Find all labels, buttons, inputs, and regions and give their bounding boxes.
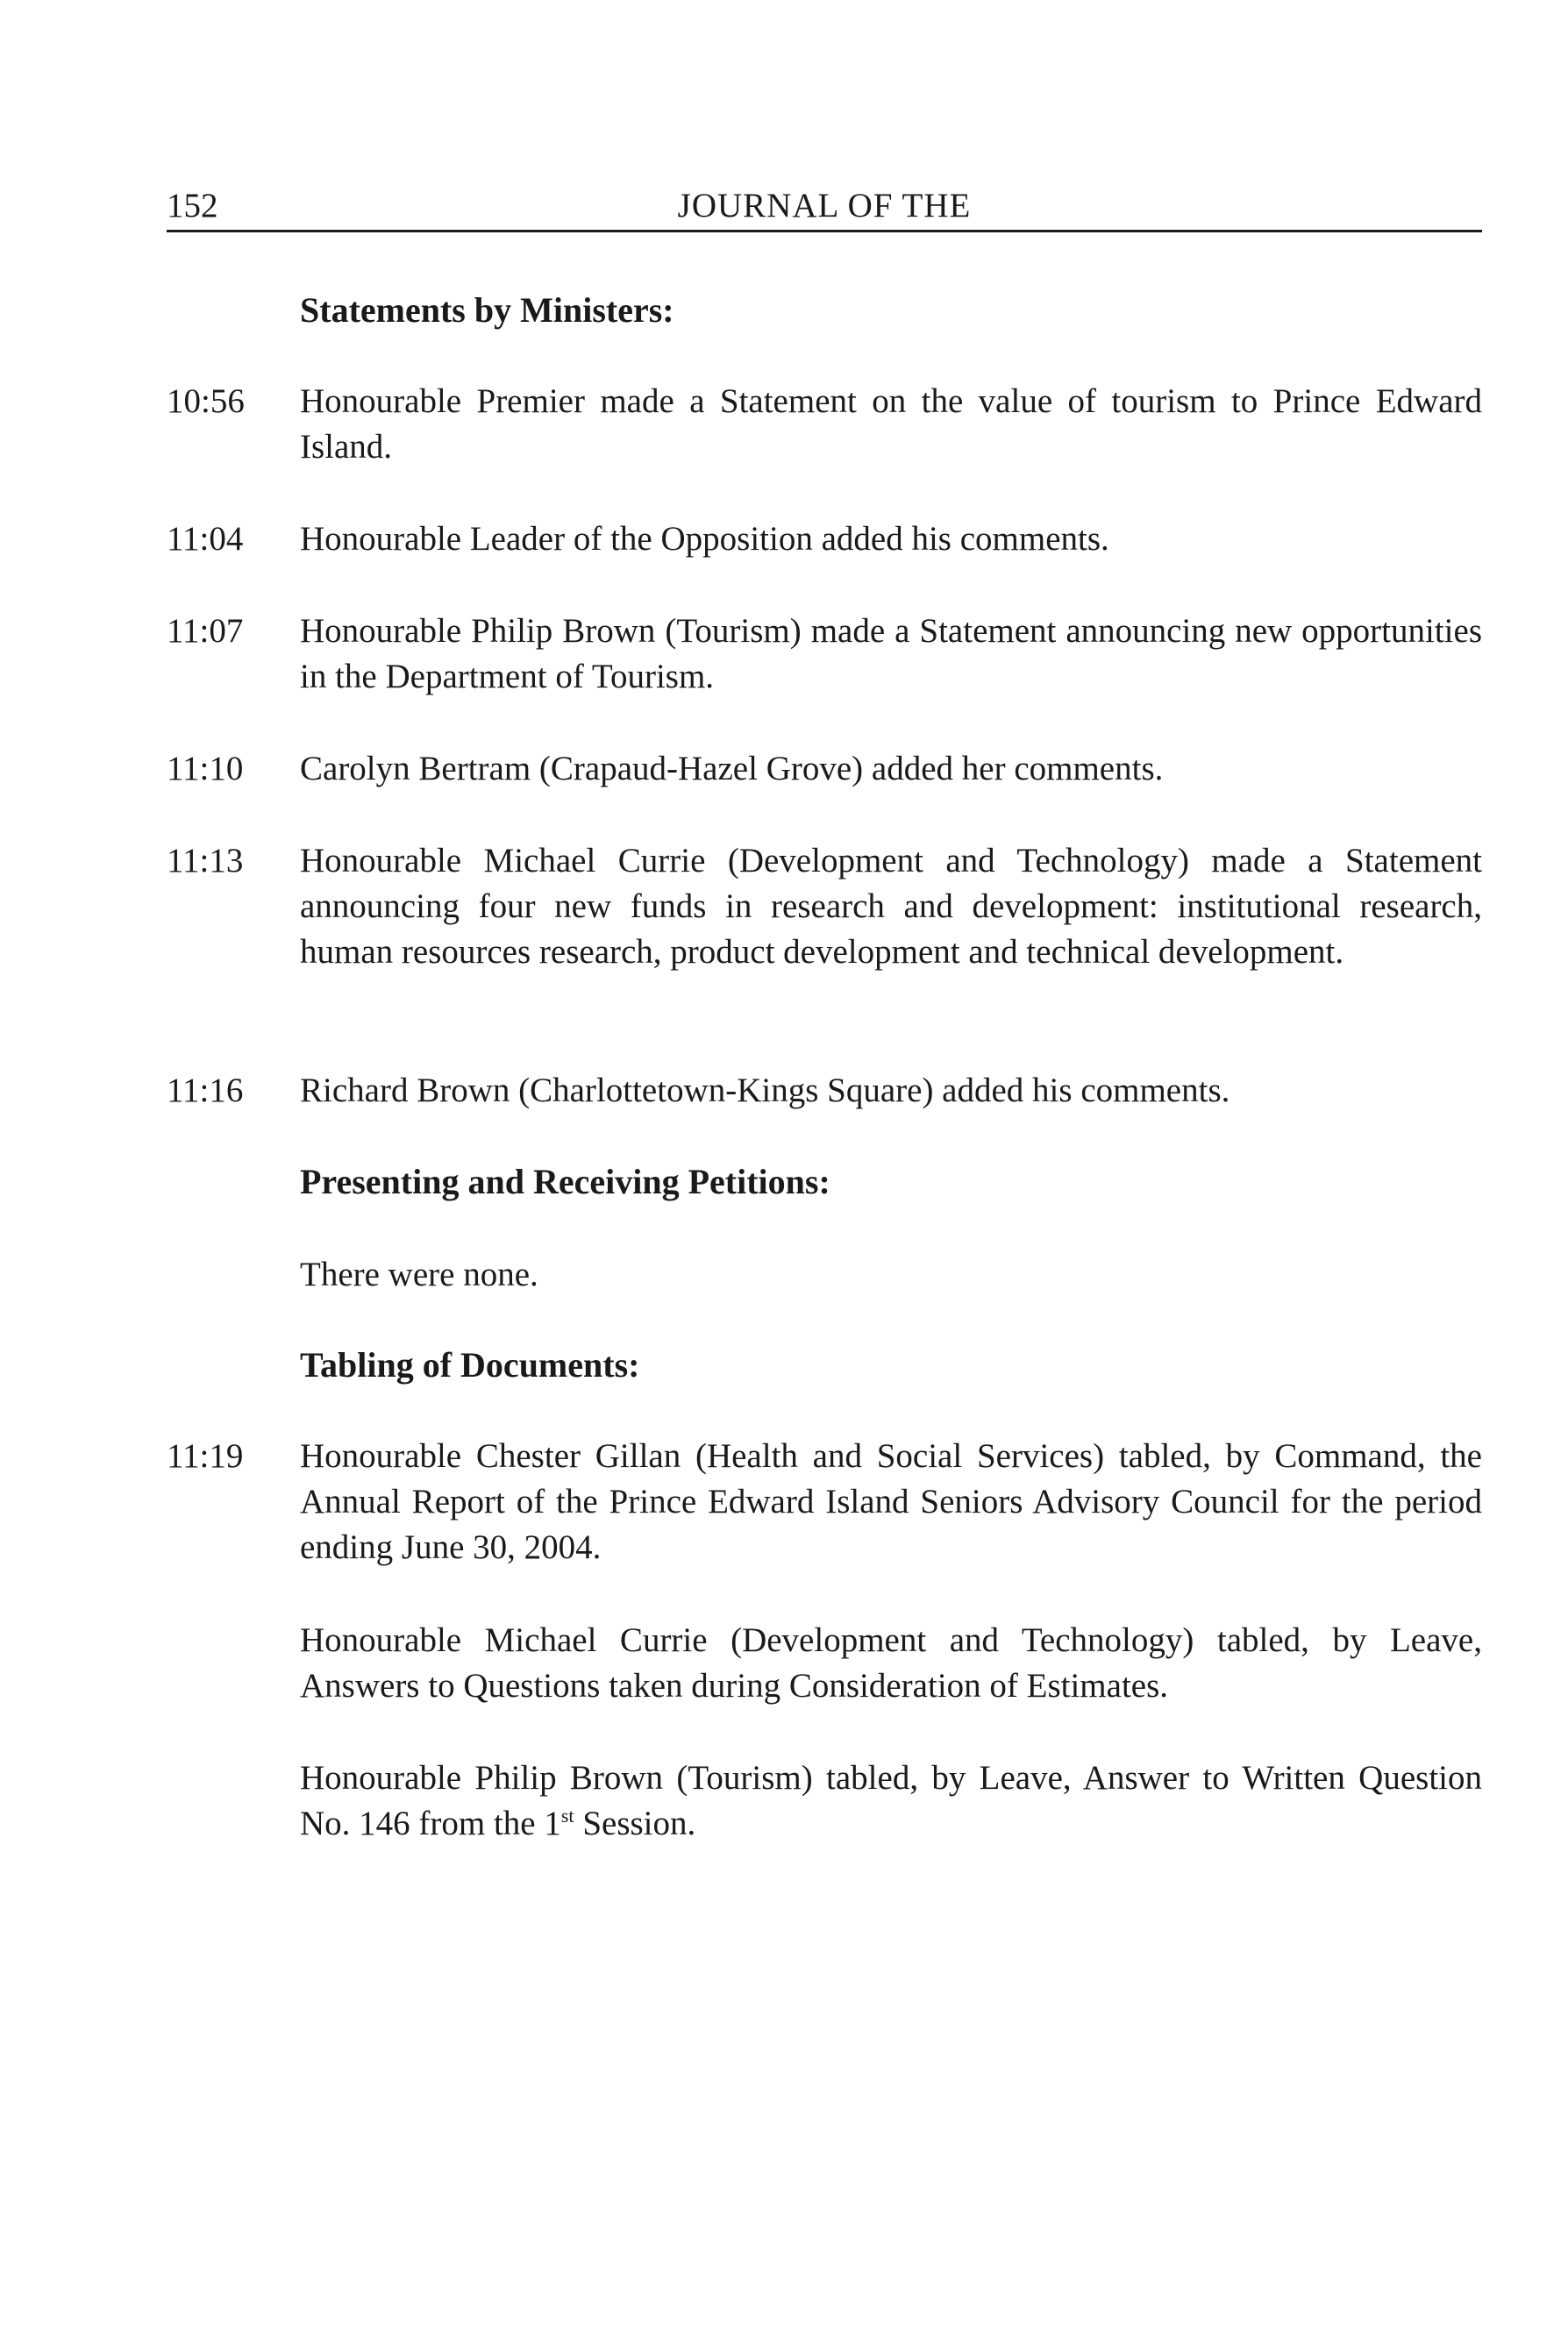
entry-time: 11:07 bbox=[167, 612, 244, 650]
entry-time: 11:16 bbox=[167, 1072, 244, 1109]
entry-text: Honourable Philip Brown (Tourism) made a Statement announcing new opportunities in the Department of Tourism. bbox=[300, 612, 1482, 695]
entry-text: Honourable Michael Currie (Development and Technology) tabled, by Leave, Answers to Questions taken during Consideration of Estimates. bbox=[300, 1621, 1482, 1705]
entry-text: Carolyn Bertram (Crapaud-Hazel Grove) added her comments. bbox=[300, 750, 1164, 787]
entry-time: 11:19 bbox=[167, 1437, 244, 1475]
section-heading-tabling: Tabling of Documents: bbox=[300, 1345, 640, 1385]
entry-time: 11:04 bbox=[167, 520, 244, 558]
entry-text: Richard Brown (Charlottetown-Kings Square) added his comments. bbox=[300, 1072, 1230, 1109]
page-header bbox=[167, 186, 1482, 226]
entry-text: Honourable Michael Currie (Development and Technology) made a Statement announcing four new funds in research and development: institutional research, human resources research, product development and technical development. bbox=[300, 842, 1482, 971]
page-number: 152 bbox=[167, 187, 218, 224]
entry-time: 11:13 bbox=[167, 842, 244, 880]
entry-text: There were none. bbox=[300, 1256, 538, 1293]
header-rule bbox=[167, 230, 1482, 232]
section-heading-petitions: Presenting and Receiving Petitions: bbox=[300, 1162, 830, 1201]
entry-text: Honourable Premier made a Statement on the value of tourism to Prince Edward Island. bbox=[300, 382, 1482, 466]
section-heading-statements: Statements by Ministers: bbox=[300, 290, 674, 330]
entry-text: Honourable Chester Gillan (Health and Social Services) tabled, by Command, the Annual Report of the Prince Edward Island Seniors Advisory Council for the period ending June 30, 2004. bbox=[300, 1437, 1482, 1566]
running-head: JOURNAL OF THE bbox=[677, 187, 972, 224]
entry-text: Honourable Leader of the Opposition added his comments. bbox=[300, 520, 1109, 558]
entry-text bbox=[300, 1756, 1482, 1847]
entry-text-main: Honourable Philip Brown (Tourism) tabled, by Leave, Answer to Written Question No. 146 from the 1 bbox=[300, 1759, 1482, 1842]
entry-text-tail: Session. bbox=[574, 1805, 696, 1842]
entry-time: 10:56 bbox=[167, 382, 245, 420]
entry-time: 11:10 bbox=[167, 750, 244, 787]
ordinal-superscript: st bbox=[560, 1805, 574, 1827]
